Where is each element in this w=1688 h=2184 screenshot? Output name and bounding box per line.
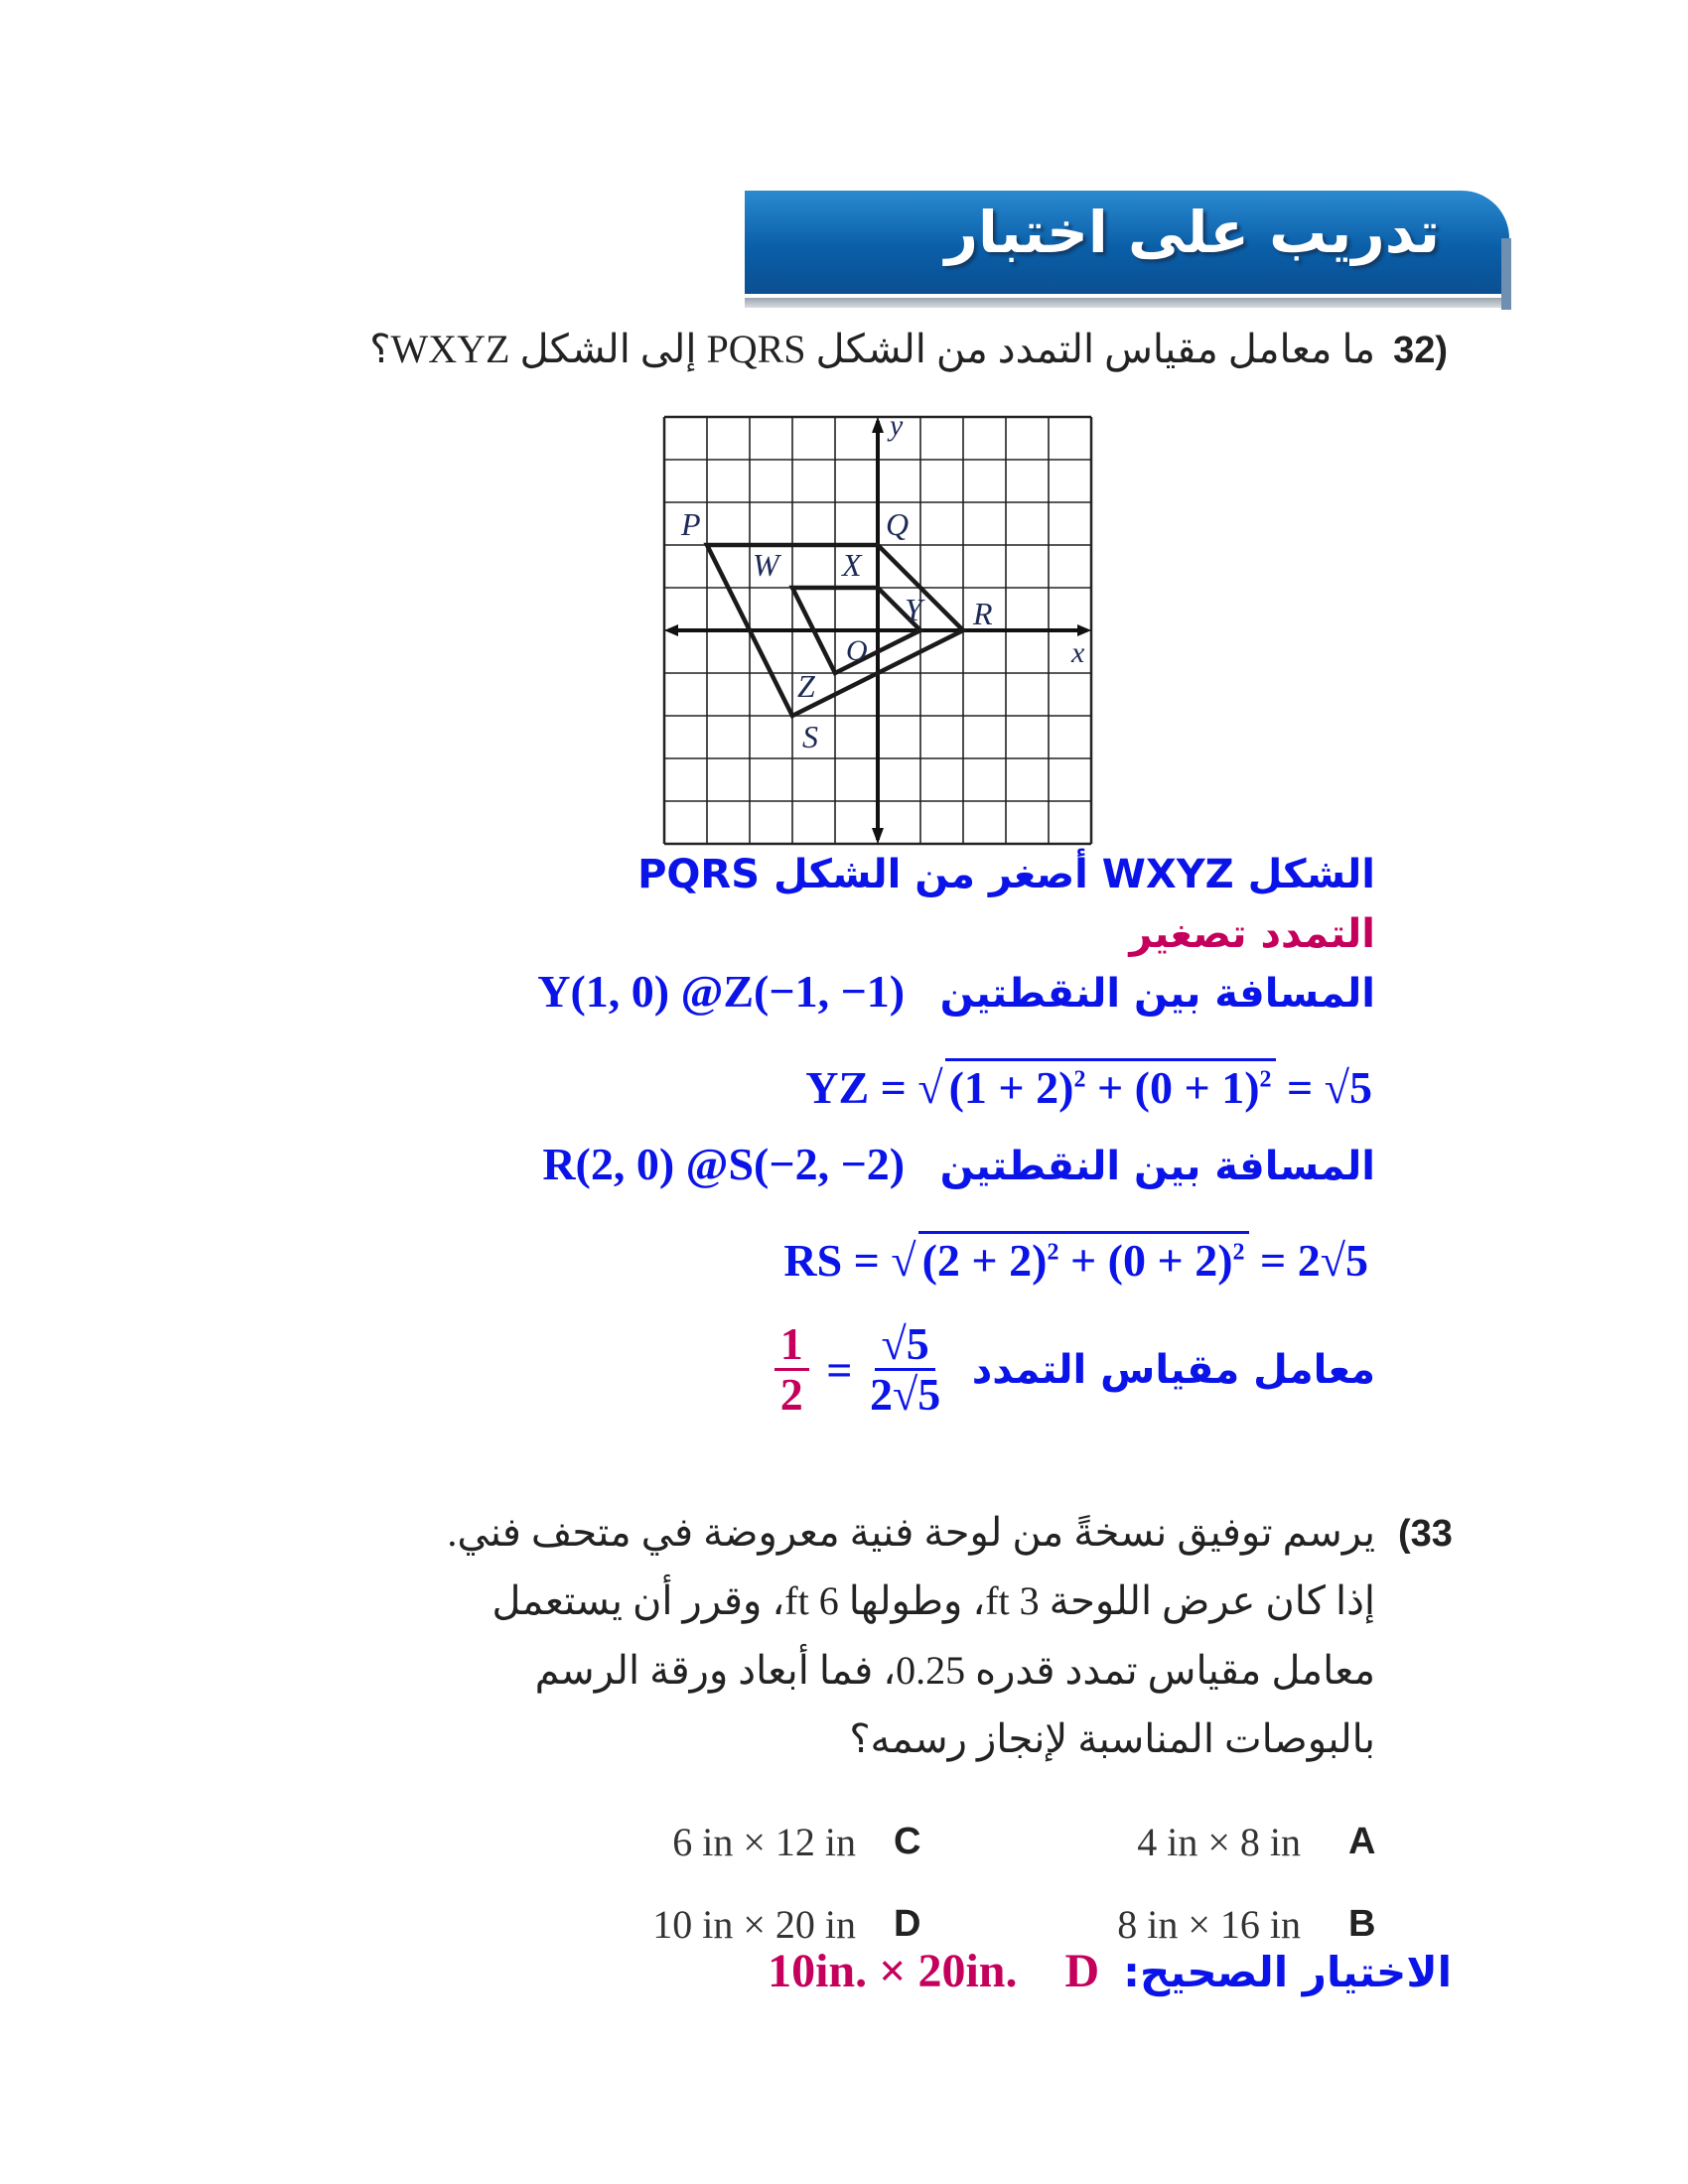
term-b: + (0 + 1): [1085, 1062, 1260, 1113]
solution-line-3: [537, 965, 1375, 1018]
question-text: ما معامل مقياس التمدد من الشكل PQRS إلى الشكل WXYZ؟: [369, 327, 1376, 371]
denominator: 2√5: [869, 1369, 941, 1421]
q33-line-2: إذا كان عرض اللوحة 3 ft، وطولها 6 ft، وقرر أن يستعمل: [492, 1578, 1375, 1623]
rs-lhs: RS =: [783, 1235, 880, 1286]
points-yz: Y(1, 0) @Z(−1, −1): [537, 966, 906, 1017]
answer-letter: D: [1064, 1945, 1100, 1997]
option-a-letter[interactable]: A: [1348, 1821, 1376, 1862]
solution-line-1: [637, 846, 1375, 898]
rs-formula: [783, 1231, 1368, 1287]
term-a: (2 + 2): [921, 1235, 1048, 1286]
equals: =: [826, 1344, 853, 1396]
solution-line-5: [542, 1138, 1375, 1190]
banner-shadow: [745, 298, 1501, 308]
answer-value: 10in. × 20in.: [768, 1945, 1018, 1997]
exp-a: 2: [1073, 1066, 1086, 1093]
yz-lhs: YZ =: [805, 1062, 907, 1113]
numerator: √5: [875, 1320, 934, 1371]
rs-result: = 2√5: [1260, 1235, 1368, 1286]
arrow-down-icon: [872, 828, 884, 844]
point-label-r: R: [973, 596, 993, 631]
scale-factor-line: [769, 1320, 1375, 1420]
question-32: [369, 326, 1448, 372]
point-label-w: W: [753, 547, 779, 583]
q33-line-1: يرسم توفيق نسخةً من لوحة فنية معروضة في متحف فني.: [447, 1510, 1375, 1555]
sqrt-symbol: √: [917, 1062, 943, 1113]
arrow-right-icon: [1077, 624, 1091, 636]
yz-formula: [805, 1058, 1372, 1114]
coordinate-grid-figure: [659, 407, 1101, 849]
x-axis-label: x: [1071, 636, 1085, 669]
question-number: (32: [1393, 330, 1448, 371]
numerator: 1: [774, 1320, 809, 1371]
option-d-value[interactable]: 10 in × 20 in: [652, 1902, 856, 1947]
point-label-y: Y: [905, 592, 922, 627]
origin-label: O: [846, 634, 868, 667]
yz-radicand: [945, 1058, 1276, 1114]
arrow-up-icon: [872, 417, 884, 433]
point-label-z: Z: [797, 668, 815, 704]
exp-b: 2: [1232, 1239, 1245, 1266]
exp-b: 2: [1259, 1066, 1272, 1093]
q33-line-4: بالبوصات المناسبة لإنجاز رسمه؟: [849, 1716, 1375, 1761]
answer-label: الاختيار الصحيح:: [1123, 1948, 1452, 1996]
banner-title: تدريب على اختبار: [944, 199, 1440, 266]
y-axis-label: y: [890, 409, 904, 442]
point-label-s: S: [802, 719, 818, 754]
banner-edge: [1501, 238, 1511, 310]
comparison-text: الشكل WXYZ أصغر من الشكل PQRS: [637, 852, 1375, 897]
arrow-left-icon: [664, 624, 678, 636]
point-label-q: Q: [886, 506, 910, 542]
scale-factor-label: معامل مقياس التمدد: [971, 1346, 1375, 1393]
option-a-value[interactable]: 4 in × 8 in: [1137, 1820, 1301, 1864]
option-c-letter[interactable]: C: [894, 1821, 921, 1862]
solution-line-2: التمدد تصغير: [1129, 911, 1375, 957]
term-a: (1 + 2): [948, 1062, 1074, 1113]
option-d-letter[interactable]: D: [894, 1903, 921, 1945]
points-rs: R(2, 0) @S(−2, −2): [542, 1139, 906, 1189]
sqrt-symbol: √: [891, 1235, 916, 1286]
distance-label: المسافة بين النقطتين: [939, 971, 1375, 1017]
q33-line-3: معامل مقياس تمدد قدره 0.25، فما أبعاد ورقة الرسم: [534, 1648, 1375, 1693]
fraction-root5: [870, 1320, 940, 1420]
yz-result: = √5: [1287, 1062, 1372, 1113]
fraction-one-half: [774, 1320, 809, 1420]
scale-factor-math: [769, 1320, 946, 1420]
distance-label: المسافة بين النقطتين: [939, 1144, 1375, 1189]
final-answer: [768, 1944, 1452, 1998]
exp-a: 2: [1047, 1239, 1059, 1266]
denominator: 2: [779, 1369, 803, 1421]
option-c-value[interactable]: 6 in × 12 in: [672, 1820, 856, 1864]
term-b: + (0 + 2): [1058, 1235, 1233, 1286]
rs-radicand: [918, 1231, 1249, 1287]
point-label-p: P: [681, 506, 701, 542]
point-label-x: X: [842, 547, 862, 583]
question-number: (33: [1398, 1513, 1453, 1555]
option-b-value[interactable]: 8 in × 16 in: [1117, 1902, 1301, 1947]
option-b-letter[interactable]: B: [1348, 1903, 1376, 1945]
